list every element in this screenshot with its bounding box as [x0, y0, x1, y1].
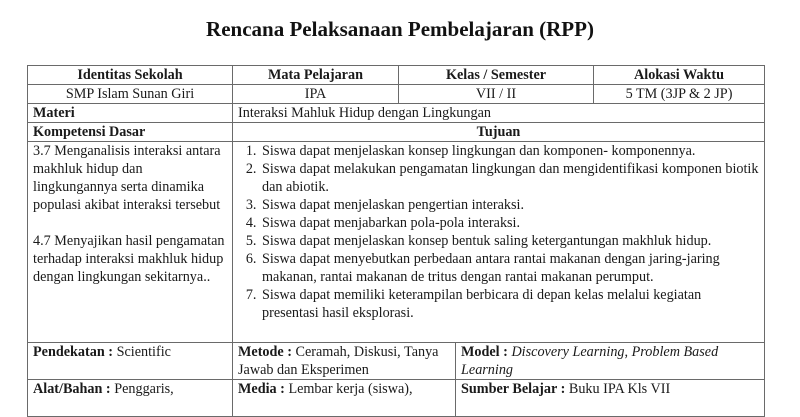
tujuan-item: 3. Siswa dapat menjelaskan pengertian interaksi.	[260, 196, 759, 214]
alat-media-sumber-row	[28, 380, 765, 417]
tujuan-label: Tujuan	[233, 123, 765, 142]
pendekatan-label: Pendekatan :	[33, 344, 114, 360]
rpp-table	[27, 65, 765, 417]
tujuan-item: 2. Siswa dapat melakukan pengamatan lingkungan dan mengidentifikasi komponen biotik dan abiotik.	[260, 160, 759, 196]
value-alokasi-waktu: 5 TM (3JP & 2 JP)	[594, 85, 765, 104]
header-identitas-sekolah: Identitas Sekolah	[28, 66, 233, 85]
identity-values-row	[28, 85, 765, 104]
value-mata-pelajaran: IPA	[233, 85, 399, 104]
header-alokasi-waktu: Alokasi Waktu	[594, 66, 765, 85]
model-cell	[456, 343, 765, 380]
value-kelas-semester: VII / II	[399, 85, 594, 104]
model-value-1: Discovery Learning	[511, 344, 625, 360]
tujuan-list	[238, 142, 759, 322]
tujuan-item: 5. Siswa dapat menjelaskan konsep bentuk saling ketergantungan makhluk hidup.	[260, 232, 759, 250]
metode-label: Metode :	[238, 344, 292, 360]
kd-item-4-7: 4.7 Menyajikan hasil pengamatan terhadap interaksi makhluk hidup dengan lingkungan sekitarnya..	[33, 233, 225, 285]
materi-row	[28, 104, 765, 123]
materi-value: Interaksi Mahluk Hidup dengan Lingkungan	[233, 104, 765, 123]
value-identitas-sekolah: SMP Islam Sunan Giri	[28, 85, 233, 104]
model-value-2: Problem Based Learning	[461, 344, 719, 378]
pendekatan-value: Scientific	[116, 344, 171, 360]
materi-label: Materi	[28, 104, 233, 123]
sumber-belajar-value: Buku IPA Kls VII	[568, 381, 671, 397]
media-label: Media :	[238, 381, 285, 397]
header-mata-pelajaran: Mata Pelajaran	[233, 66, 399, 85]
sumber-belajar-label: Sumber Belajar :	[461, 381, 566, 397]
media-cell	[233, 380, 456, 417]
identity-header-row	[28, 66, 765, 85]
model-label: Model :	[461, 344, 508, 360]
tujuan-item: 7. Siswa dapat memiliki keterampilan berbicara di depan kelas melalui kegiatan presentasi hasil eksplorasi.	[260, 286, 759, 322]
tujuan-item: 4. Siswa dapat menjabarkan pola-pola interaksi.	[260, 214, 759, 232]
metode-cell	[233, 343, 456, 380]
kd-tujuan-header-row	[28, 123, 765, 142]
tujuan-item: 6. Siswa dapat menyebutkan perbedaan antara rantai makanan dengan jaring-jaring makanan, rantai makanan de tritus dengan rantai makanan perumput.	[260, 250, 759, 286]
metode-value: Ceramah, Diskusi, Tanya Jawab dan Eksperimen	[238, 344, 439, 378]
alat-bahan-cell	[28, 380, 233, 417]
kd-tujuan-content-row	[28, 142, 765, 343]
kompetensi-dasar-label: Kompetensi Dasar	[28, 123, 233, 142]
alat-bahan-value: Penggaris,	[114, 381, 174, 397]
kd-item-3-7: 3.7 Menganalisis interaksi antara makhluk hidup dan lingkungannya serta dinamika populasi akibat interaksi tersebut	[33, 143, 221, 213]
header-kelas-semester: Kelas / Semester	[399, 66, 594, 85]
alat-bahan-label: Alat/Bahan :	[33, 381, 111, 397]
tujuan-cell	[233, 142, 765, 343]
model-separator: ,	[624, 344, 632, 360]
pendekatan-metode-model-row	[28, 343, 765, 380]
media-value: Lembar kerja (siswa),	[288, 381, 413, 397]
tujuan-item: 1. Siswa dapat menjelaskan konsep lingkungan dan komponen- komponennya.	[260, 142, 759, 160]
pendekatan-cell	[28, 343, 233, 380]
sumber-belajar-cell	[456, 380, 765, 417]
document-title: Rencana Pelaksanaan Pembelajaran (RPP)	[206, 17, 594, 41]
kompetensi-dasar-cell	[28, 142, 233, 343]
